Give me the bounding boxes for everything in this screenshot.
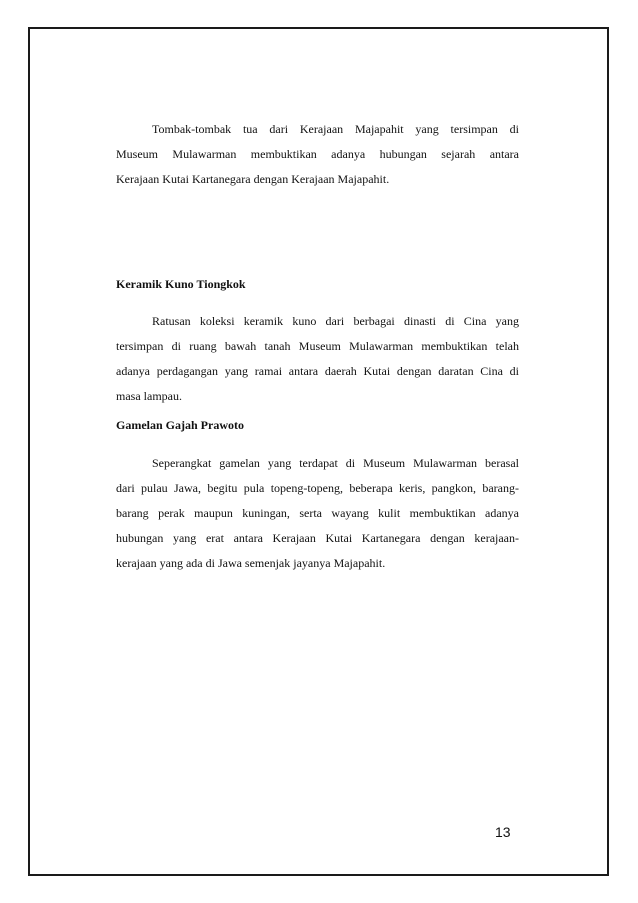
paragraph-keramik	[116, 309, 519, 409]
text-line: adanya perdagangan yang ramai antara daerah Kutai dengan daratan Cina di	[116, 364, 519, 378]
text-line: Museum Mulawarman membuktikan adanya hubungan sejarah antara	[116, 147, 519, 161]
paragraph-gamelan	[116, 451, 519, 576]
text-line: barang perak maupun kuningan, serta wayang kulit membuktikan adanya	[116, 506, 519, 520]
text-line: hubungan yang erat antara Kerajaan Kutai Kartanegara dengan kerajaan-	[116, 531, 519, 545]
text-line: Seperangkat gamelan yang terdapat di Museum Mulawarman berasal	[152, 456, 519, 470]
paragraph-tombak	[116, 117, 519, 192]
text-line: kerajaan yang ada di Jawa semenjak jayanya Majapahit.	[116, 556, 386, 570]
section-heading-keramik: Keramik Kuno Tiongkok	[116, 277, 246, 291]
text-line: Tombak-tombak tua dari Kerajaan Majapahit yang tersimpan di	[152, 122, 519, 136]
text-line: tersimpan di ruang bawah tanah Museum Mulawarman membuktikan telah	[116, 339, 519, 353]
text-line: masa lampau.	[116, 389, 182, 403]
text-line: Kerajaan Kutai Kartanegara dengan Kerajaan Majapahit.	[116, 172, 390, 186]
text-line: Ratusan koleksi keramik kuno dari berbagai dinasti di Cina yang	[152, 314, 519, 328]
text-line: dari pulau Jawa, begitu pula topeng-topeng, beberapa keris, pangkon, barang-	[116, 481, 519, 495]
section-heading-gamelan: Gamelan Gajah Prawoto	[116, 418, 244, 432]
page-number: 13	[495, 824, 511, 840]
